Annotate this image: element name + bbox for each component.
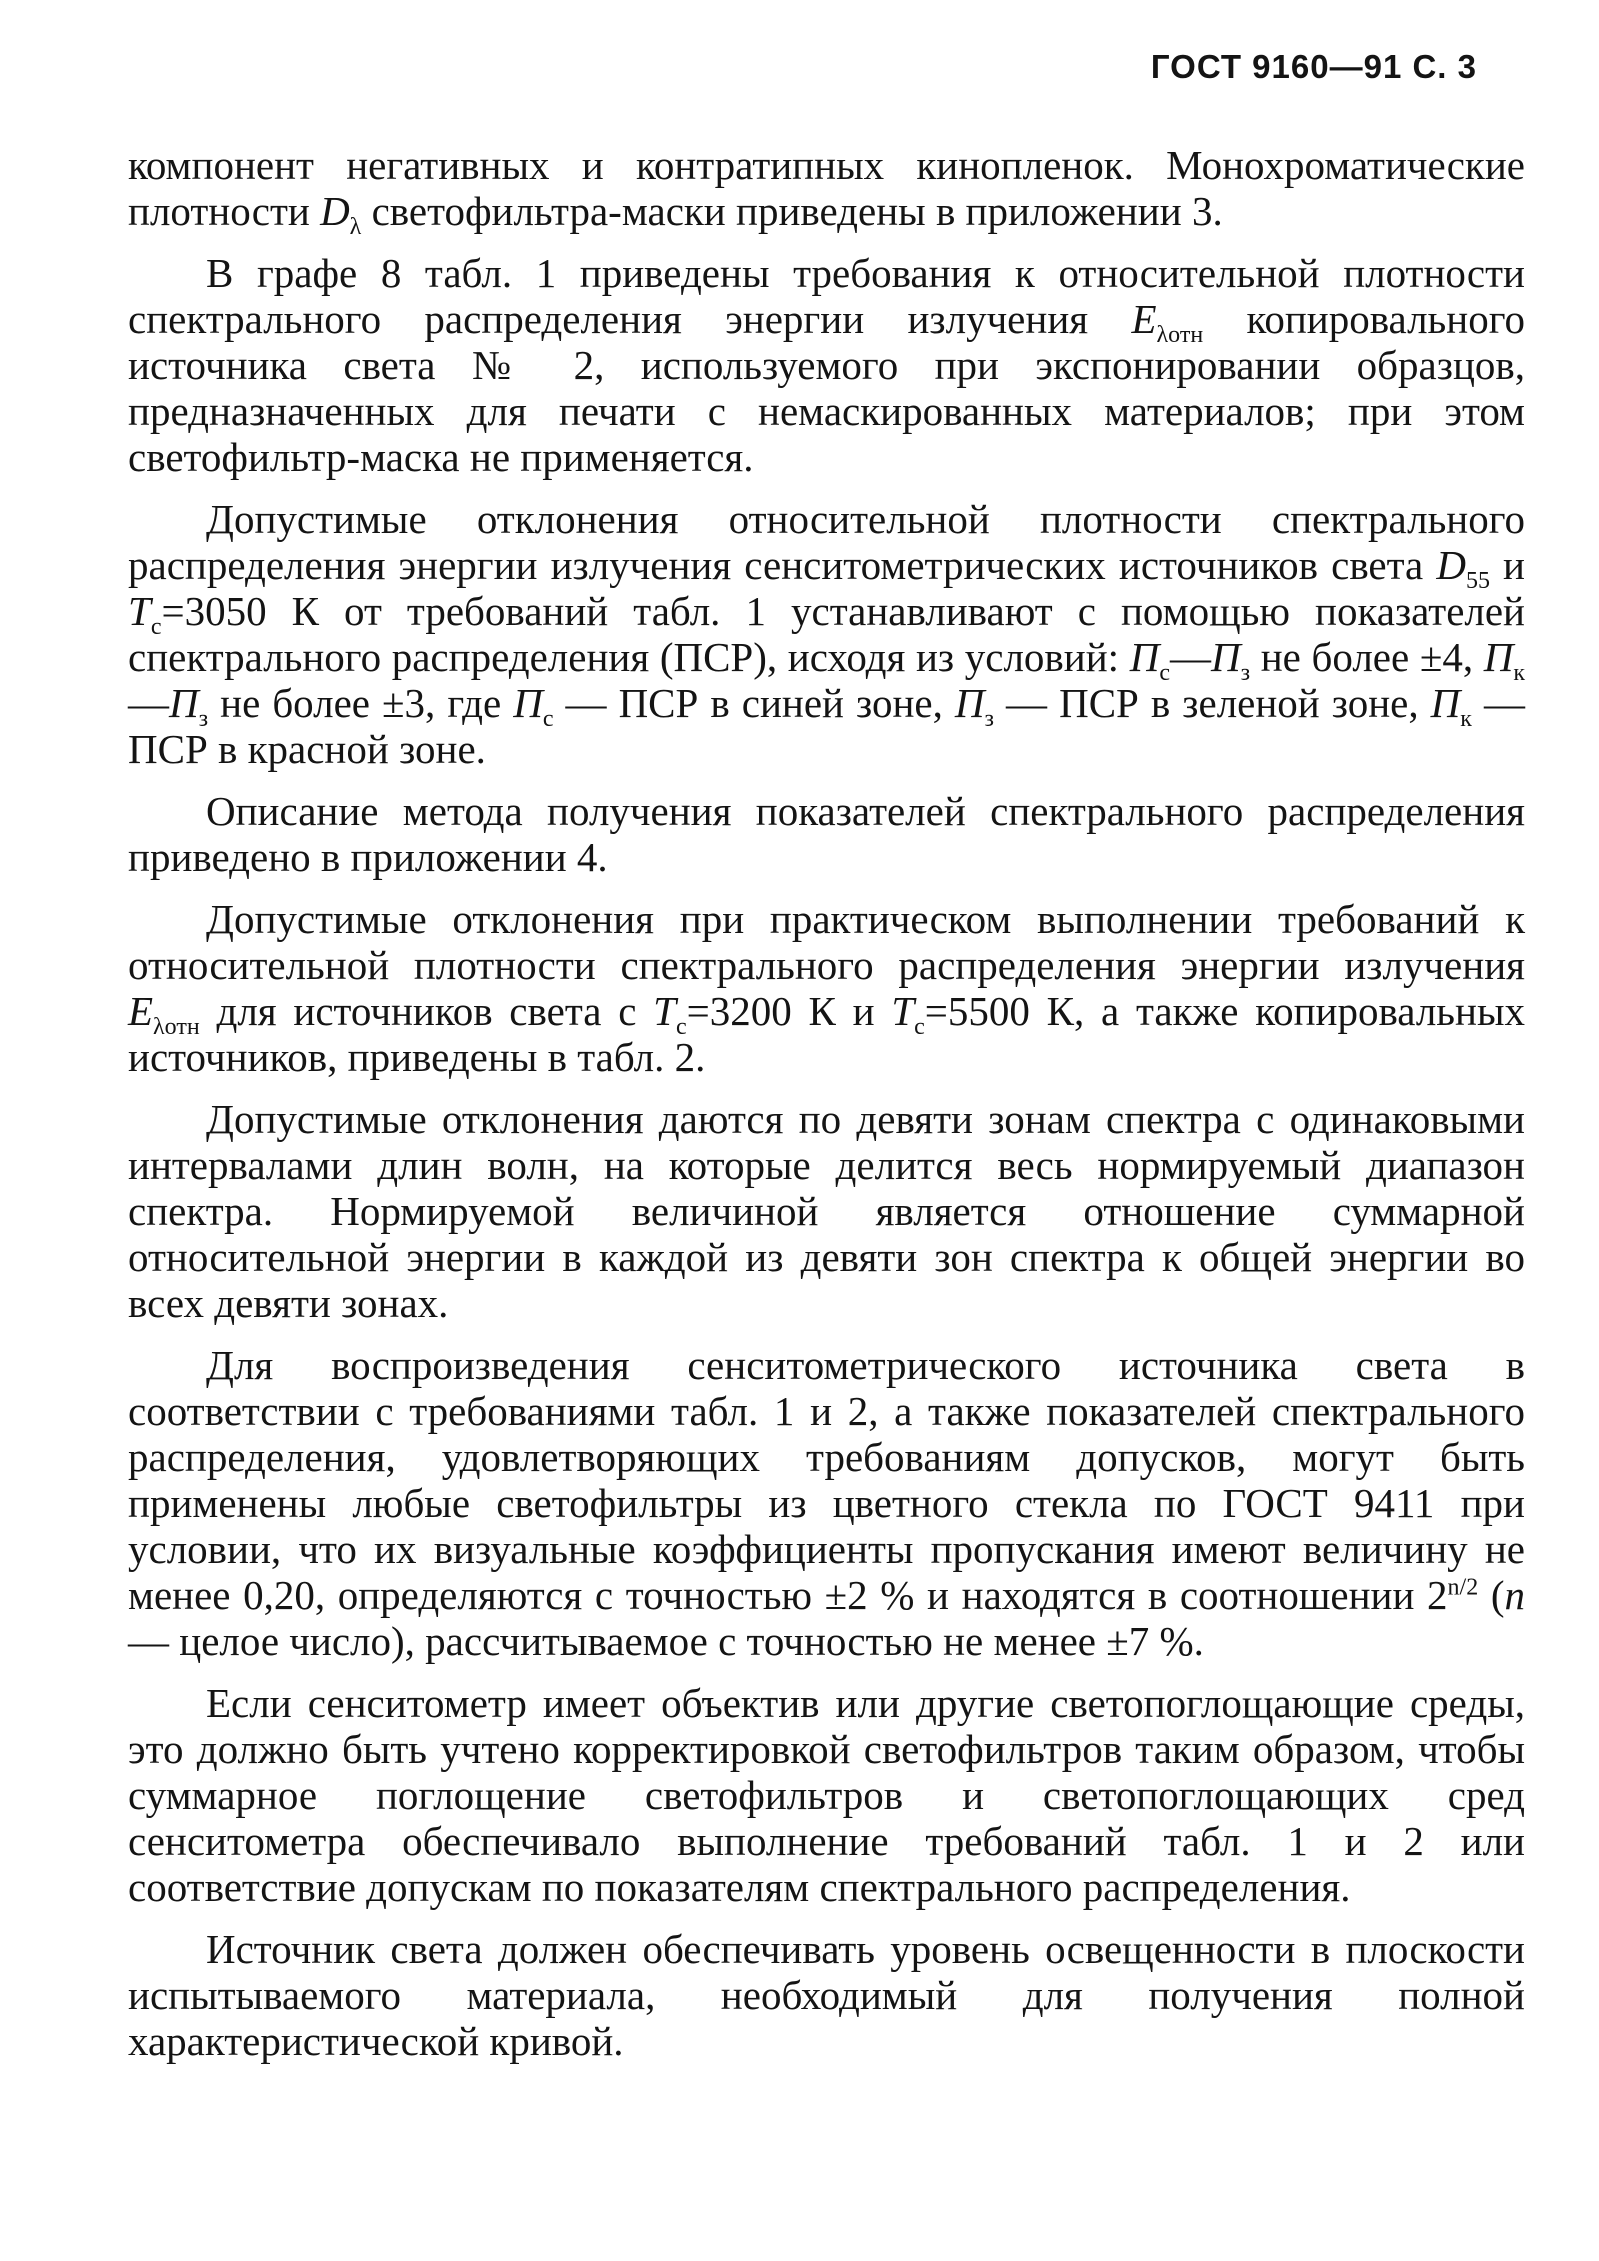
- subscript: λотн: [1156, 322, 1204, 349]
- superscript: n/2: [1447, 1574, 1479, 1601]
- symbol-p: П: [513, 680, 543, 726]
- text: =5500 К, а также копировальных источников, приведены в табл. 2.: [128, 988, 1525, 1080]
- paragraph-1: [128, 142, 1525, 241]
- subscript: с: [675, 1014, 687, 1041]
- text: — ПСР в зеленой зоне,: [994, 680, 1431, 726]
- symbol-p: П: [169, 680, 199, 726]
- text: =3050 К от требований табл. 1 устанавливают с помощью показателей спектрального распределения (ПСР), исходя из условий:: [128, 588, 1525, 680]
- symbol-p: П: [1483, 634, 1514, 680]
- symbol-e: E: [1131, 296, 1157, 342]
- subscript: λ: [349, 214, 362, 241]
- text: для источников света с: [199, 988, 654, 1034]
- text: копировального источника света № 2, используемого при экспонировании образцов, предназначенных для печати с немаскированных материалов; при этом светофильтр-маска не применяется.: [128, 296, 1525, 480]
- text: светофильтра-маски приведены в приложении 3.: [361, 188, 1223, 234]
- text: Для воспроизведения сенситометрического источника света в соответствии с требованиями табл. 1 и 2, а также показателей спектрального распределения, удовлетворяющих требованиям допусков, могут быть применены любые светофильтры из цветного стекла по ГОСТ 9411 при условии, что их визуальные коэффициенты пропускания имеют величину не менее 0,20, определяются с точностью ±2 % и находятся в соотношении: [128, 1342, 1525, 1618]
- text: В графе 8 табл. 1 приведены требования к относительной плотности спектрального распределения энергии излучения: [128, 250, 1525, 342]
- symbol-p: П: [1430, 680, 1461, 726]
- subscript: с: [150, 614, 162, 641]
- paragraph-6: Допустимые отклонения даются по девяти зонам спектра с одинаковыми интервалами длин волн, на которые делится весь нормируемый диапазон спектра. Нормируемой величиной является отношение суммарной относительной энергии в каждой из девяти зон спектра к общей энергии во всех девяти зонах.: [128, 1096, 1525, 1326]
- paragraph-8: Если сенситометр имеет объектив или другие светопоглощающие среды, это должно быть учтено корректировкой светофильтров таким образом, чтобы суммарное поглощение светофильтров и светопоглощающих сред сенситометра обеспечивало выполнение требований табл. 1 и 2 или соответствие допускам по показателям спектрального распределения.: [128, 1680, 1525, 1910]
- symbol-n: n: [1504, 1572, 1525, 1618]
- paragraph-2: [128, 250, 1525, 480]
- subscript: к: [1513, 660, 1525, 687]
- symbol-p: П: [954, 680, 985, 726]
- power-base: 2: [1427, 1572, 1448, 1618]
- symbol-t: T: [128, 588, 151, 634]
- subscript: з: [984, 706, 995, 733]
- symbol-t: T: [653, 988, 676, 1034]
- subscript: з: [1240, 660, 1251, 687]
- text: — целое число), рассчитываемое с точностью не менее ±7 %.: [128, 1618, 1204, 1664]
- subscript: с: [1159, 660, 1170, 687]
- paragraph-5: [128, 896, 1525, 1080]
- subscript: 55: [1465, 568, 1490, 595]
- symbol-e: E: [128, 988, 154, 1034]
- text: =3200 К и: [686, 988, 892, 1034]
- text: не более ±4,: [1250, 634, 1484, 680]
- paragraph-7: [128, 1342, 1525, 1664]
- paragraph-4: Описание метода получения показателей спектрального распределения приведено в приложении 4.: [128, 788, 1525, 880]
- symbol-p: П: [1129, 634, 1160, 680]
- text: и: [1489, 542, 1525, 588]
- subscript: λотн: [153, 1014, 200, 1041]
- text: —: [1169, 634, 1211, 680]
- subscript: з: [198, 706, 209, 733]
- text: компонент негативных и контратипных кинопленок. Монохроматические плотности: [128, 142, 1525, 234]
- paragraph-3: [128, 496, 1525, 772]
- symbol-d: D: [1436, 542, 1466, 588]
- text: —: [128, 680, 169, 726]
- page-header: ГОСТ 9160—91 С. 3: [1150, 48, 1477, 85]
- subscript: с: [542, 706, 554, 733]
- subscript: с: [914, 1014, 925, 1041]
- paragraph-9: Источник света должен обеспечивать уровень освещенности в плоскости испытываемого материала, необходимый для получения полной характеристической кривой.: [128, 1926, 1525, 2064]
- text: Допустимые отклонения относительной плотности спектрального распределения энергии излучения сенситометрических источников света: [128, 496, 1525, 588]
- symbol-t: T: [891, 988, 915, 1034]
- text: (: [1478, 1572, 1505, 1618]
- text: — ПСР в красной зоне.: [128, 680, 1525, 772]
- symbol-p: П: [1210, 634, 1241, 680]
- text: — ПСР в синей зоне,: [553, 680, 955, 726]
- text: Допустимые отклонения при практическом выполнении требований к относительной плотности спектрального распределения энергии излучения: [128, 896, 1525, 988]
- document-body: [128, 142, 1525, 2080]
- subscript: к: [1460, 706, 1472, 733]
- symbol-d: D: [320, 188, 350, 234]
- text: не более ±3, где: [208, 680, 514, 726]
